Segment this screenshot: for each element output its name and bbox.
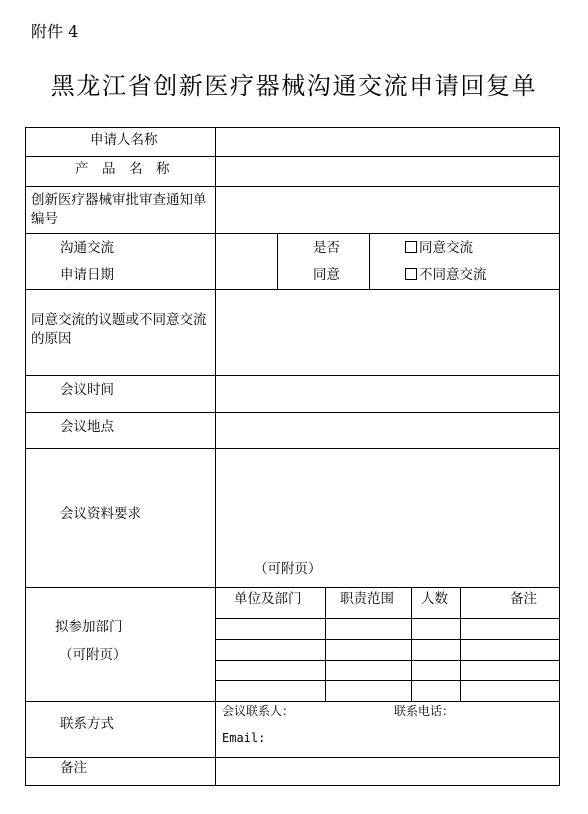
dept-header-count [412,588,461,619]
dept-cell[interactable] [216,661,326,681]
dept-cell[interactable] [412,681,461,702]
dept-header-remark [461,588,560,619]
label-cell-agree [278,234,370,290]
dept-header-count-label: 人数 [421,591,448,607]
label-cell-apply-date [26,234,216,290]
dept-cell[interactable] [461,661,560,681]
contact-field[interactable] [216,702,560,758]
apply-date-label-1: 沟通交流 [60,240,114,256]
dept-header-duty [326,588,412,619]
notice-number-field[interactable] [216,187,560,234]
option-disagree-label: 不同意交流 [419,267,487,283]
option-agree[interactable] [405,239,473,258]
dept-cell[interactable] [326,640,412,661]
agree-label-2: 同意 [313,267,340,283]
label-cell-contact [26,702,216,758]
meeting-place-label: 会议地点 [60,419,114,435]
product-name-field[interactable] [216,157,560,187]
dept-cell[interactable] [326,619,412,640]
contact-label: 联系方式 [60,716,114,732]
apply-date-field[interactable] [216,234,278,290]
option-disagree[interactable] [405,266,487,285]
applicant-name-label: 申请人名称 [90,132,158,148]
label-cell-remarks [26,758,216,786]
label-cell-materials [26,449,216,588]
checkbox-agree[interactable] [405,241,417,253]
materials-attach-note: （可附页） [254,561,322,577]
remarks-field[interactable] [216,758,560,786]
label-cell-product [26,157,216,187]
dept-cell[interactable] [412,619,461,640]
dept-cell[interactable] [412,640,461,661]
dept-header-duty-label: 职责范围 [340,591,394,607]
topic-reason-field[interactable] [216,290,560,376]
applicant-name-field[interactable] [216,128,560,157]
label-cell-meeting-time [26,376,216,413]
dept-header-unit [216,588,326,619]
meeting-time-label: 会议时间 [60,382,114,398]
product-name-label: 产 品 名 称 [75,161,170,177]
dept-header-unit-label: 单位及部门 [234,591,302,607]
agree-label-1: 是否 [313,240,340,256]
departments-label-1: 拟参加部门 [55,619,123,635]
label-cell-applicant [26,128,216,157]
label-cell-meeting-place [26,413,216,449]
label-cell-departments [26,588,216,702]
reply-form-table [25,127,560,786]
meeting-materials-label: 会议资料要求 [60,506,141,522]
meeting-time-field[interactable] [216,376,560,413]
dept-cell[interactable] [461,640,560,661]
dept-cell[interactable] [412,661,461,681]
dept-cell[interactable] [216,640,326,661]
label-cell-topic [26,290,216,376]
label-cell-notice [26,187,216,234]
option-agree-label: 同意交流 [419,240,473,256]
form-title: 黑龙江省创新医疗器械沟通交流申请回复单 [50,72,538,100]
dept-cell[interactable] [461,681,560,702]
apply-date-label-2: 申请日期 [60,267,114,283]
email-label: Email: [222,731,266,745]
topic-reason-label: 同意交流的议题或不同意交流的原因 [31,312,207,347]
remarks-label: 备注 [60,760,87,776]
departments-label-2: （可附页） [59,647,127,663]
dept-cell[interactable] [216,681,326,702]
agree-options-cell [370,234,560,290]
checkbox-disagree[interactable] [405,268,417,280]
contact-phone-label: 联系电话： [394,704,455,718]
attachment-label: 附件 4 [31,22,79,41]
dept-cell[interactable] [461,619,560,640]
notice-number-label: 创新医疗器械审批审查通知单编号 [31,192,207,227]
contact-person-label: 会议联系人： [222,704,295,718]
dept-cell[interactable] [216,619,326,640]
meeting-place-field[interactable] [216,413,560,449]
dept-cell[interactable] [326,661,412,681]
dept-cell[interactable] [326,681,412,702]
dept-header-remark-label: 备注 [510,591,537,607]
meeting-materials-field[interactable] [216,449,560,588]
